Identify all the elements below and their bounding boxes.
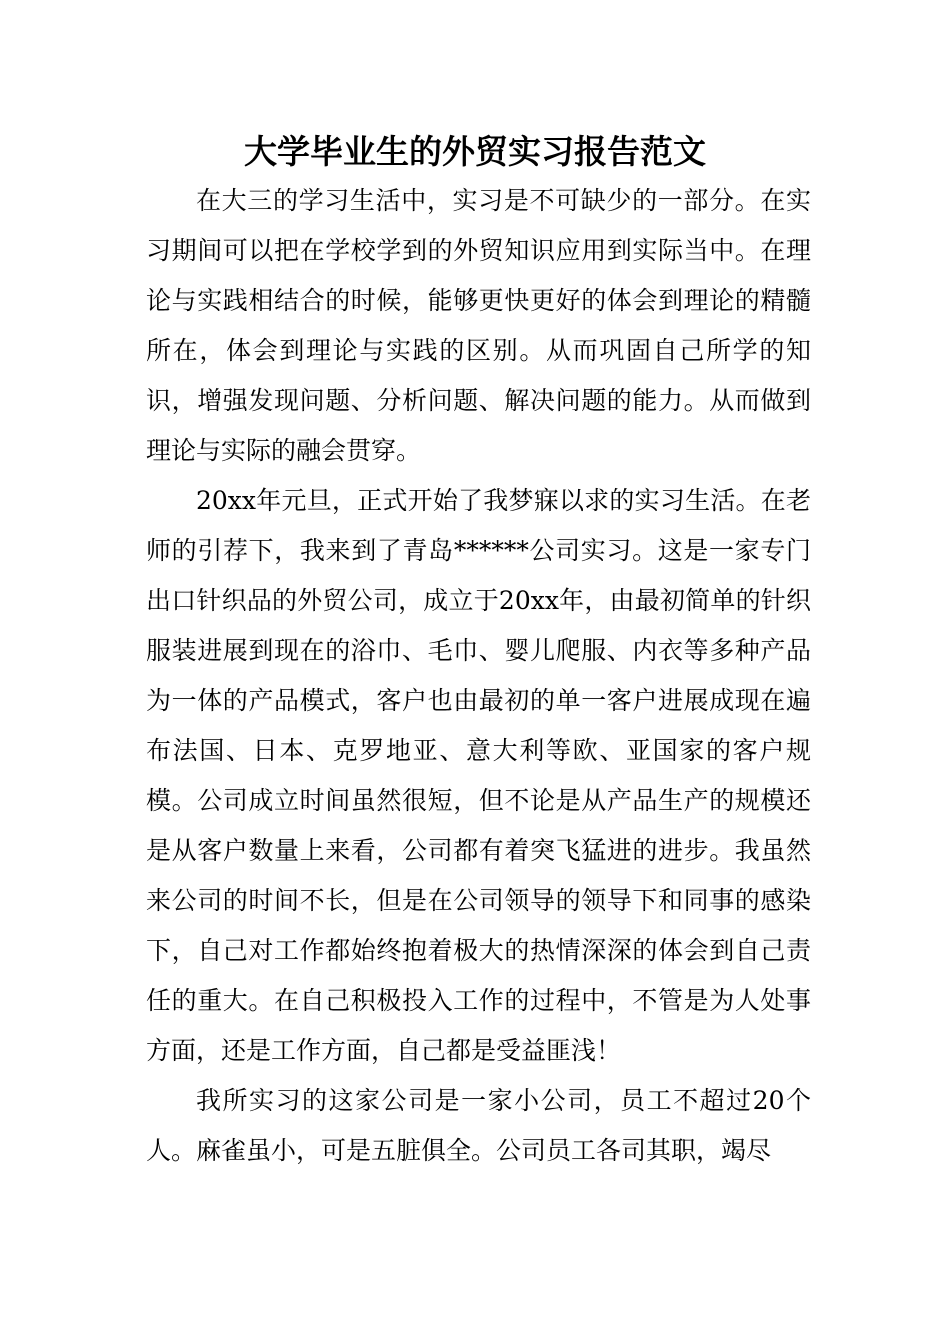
- paragraph: 我所实习的这家公司是一家小公司，员工不超过20个人。麻雀虽小，可是五脏俱全。公司员工各司其职，竭尽: [146, 1086, 811, 1165]
- paragraph: 在大三的学习生活中，实习是不可缺少的一部分。在实习期间可以把在学校学到的外贸知识应用到实际当中。在理论与实践相结合的时候，能够更快更好的体会到理论的精髓所在，体会到理论与实践的区别。从而巩固自己所学的知识，增强发现问题、分析问题、解决问题的能力。从而做到理论与实际的融会贯穿。: [146, 186, 811, 465]
- paragraph: 20xx年元旦，正式开始了我梦寐以求的实习生活。在老师的引荐下，我来到了青岛******公司实习。这是一家专门出口针织品的外贸公司，成立于20xx年，由最初简单的针织服装进展到现在的浴巾、毛巾、婴儿爬服、内衣等多种产品为一体的产品模式，客户也由最初的单一客户进展成现在遍布法国、日本、克罗地亚、意大利等欧、亚国家的客户规模。公司成立时间虽然很短，但不论是从产品生产的规模还是从客户数量上来看，公司都有着突飞猛进的进步。我虽然来公司的时间不长，但是在公司领导的领导下和同事的感染下，自己对工作都始终抱着极大的热情深深的体会到自己责任的重大。在自己积极投入工作的过程中，不管是为人处事方面，还是工作方面，自己都是受益匪浅！: [146, 486, 811, 1065]
- document-body: [146, 176, 811, 1176]
- document-title: 大学毕业生的外贸实习报告范文: [244, 132, 706, 171]
